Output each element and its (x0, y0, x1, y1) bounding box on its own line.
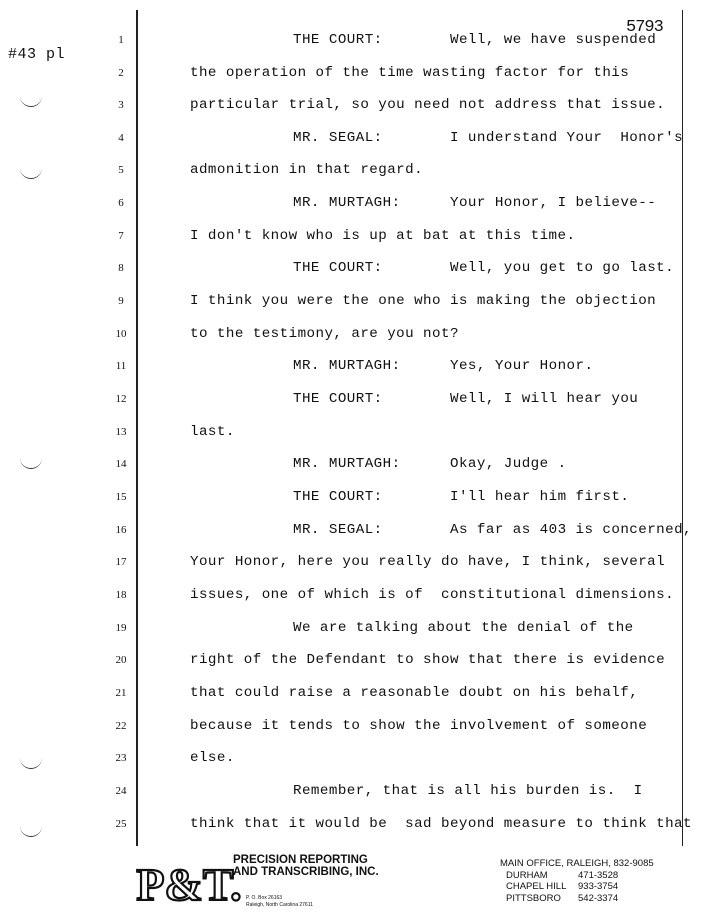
address-line2: Raleigh, North Carolina 27611 (246, 902, 313, 908)
transcript-line: else. (190, 750, 235, 766)
transcript-line: I don't know who is up at bat at this time. (190, 228, 576, 244)
office-phone: 933-3754 (578, 881, 619, 892)
company-logo (136, 856, 242, 917)
line-number: 21 (115, 687, 127, 699)
company-name (233, 854, 379, 878)
transcript-line: admonition in that regard. (190, 162, 424, 178)
transcript-line: Well, we have suspended (450, 32, 657, 48)
line-number: 22 (115, 720, 127, 732)
address-line1: P. O. Box 26163 (246, 895, 283, 901)
binder-punch-mark (20, 758, 42, 769)
line-number: 7 (118, 230, 124, 242)
company-address (246, 895, 313, 909)
company-line1: PRECISION REPORTING (233, 854, 368, 866)
exhibit-note: #43 pl (8, 46, 66, 63)
transcript-line: Okay, Judge . (450, 456, 567, 472)
transcript-line: Yes, Your Honor. (450, 358, 594, 374)
line-number: 18 (115, 589, 127, 601)
binder-punch-mark (20, 96, 42, 107)
page-number: 5793 (626, 18, 663, 37)
line-number: 17 (115, 556, 127, 568)
line-number: 14 (115, 458, 127, 470)
line-number: 19 (115, 622, 127, 634)
transcript-line: Your Honor, here you really do have, I think, several (190, 554, 666, 570)
speaker-label: MR. SEGAL: (293, 130, 383, 146)
line-number: 25 (115, 818, 127, 830)
office-phone: 542-3374 (578, 892, 619, 904)
transcript-line: particular trial, so you need not address that issue. (190, 97, 666, 113)
transcript-line: Well, I will hear you (450, 391, 639, 407)
binder-punch-mark (20, 826, 42, 837)
line-number: 1 (118, 34, 124, 46)
transcript-line: I think you were the one who is making the objection (190, 293, 657, 309)
line-number: 8 (118, 262, 124, 274)
office-row (506, 893, 654, 905)
transcript-line: Remember, that is all his burden is. I (293, 783, 643, 799)
binder-punch-mark (20, 168, 42, 179)
speaker-label: THE COURT: (293, 32, 383, 48)
line-number: 11 (115, 360, 127, 372)
office-row (506, 870, 654, 882)
company-line2: AND TRANSCRIBING, INC. (233, 866, 379, 878)
line-number: 10 (115, 328, 127, 340)
line-number: 15 (115, 491, 127, 503)
office-list (500, 858, 654, 904)
speaker-label: THE COURT: (293, 391, 383, 407)
transcript-line: Well, you get to go last. (450, 260, 675, 276)
transcript-line: I'll hear him first. (450, 489, 630, 505)
transcript-line: think that it would be sad beyond measure to think that (190, 816, 692, 832)
transcript-line: because it tends to show the involvement of someone (190, 718, 648, 734)
line-number: 5 (118, 164, 124, 176)
line-number: 12 (115, 393, 127, 405)
transcript-line: that could raise a reasonable doubt on his behalf, (190, 685, 639, 701)
transcript-line: to the testimony, are you not? (190, 326, 459, 342)
speaker-label: MR. SEGAL: (293, 522, 383, 538)
speaker-label: THE COURT: (293, 489, 383, 505)
line-number: 20 (115, 654, 127, 666)
line-number: 2 (118, 67, 124, 79)
line-number: 6 (118, 197, 124, 209)
speaker-label: MR. MURTAGH: (293, 456, 401, 472)
binder-punch-mark (20, 458, 42, 469)
line-number: 16 (115, 524, 127, 536)
main-office: MAIN OFFICE, RALEIGH, 832-9085 (500, 858, 654, 869)
transcript-line: right of the Defendant to show that there is evidence (190, 652, 666, 668)
office-phone: 471-3528 (578, 869, 619, 881)
transcript-line: the operation of the time wasting factor for this (190, 65, 630, 81)
logo-text: P&T. (136, 859, 242, 910)
line-number: 13 (115, 426, 127, 438)
speaker-label: MR. MURTAGH: (293, 195, 401, 211)
office-city: PITTSBORO (506, 892, 561, 904)
line-number: 23 (115, 752, 127, 764)
line-number: 4 (118, 132, 124, 144)
transcript-line: As far as 403 is concerned, (450, 522, 693, 538)
line-number: 24 (115, 785, 127, 797)
transcript-line: I understand Your Honor's (450, 130, 684, 146)
transcript-line: We are talking about the denial of the (293, 620, 634, 636)
office-city: CHAPEL HILL (506, 881, 567, 892)
office-city: DURHAM (506, 869, 548, 881)
transcript-line: Your Honor, I believe-- (450, 195, 657, 211)
line-number: 9 (118, 295, 124, 307)
speaker-label: THE COURT: (293, 260, 383, 276)
speaker-label: MR. MURTAGH: (293, 358, 401, 374)
transcript-line: last. (190, 424, 235, 440)
line-number: 3 (118, 99, 124, 111)
transcript-line: issues, one of which is of constitutional dimensions. (190, 587, 675, 603)
office-row (506, 881, 654, 893)
